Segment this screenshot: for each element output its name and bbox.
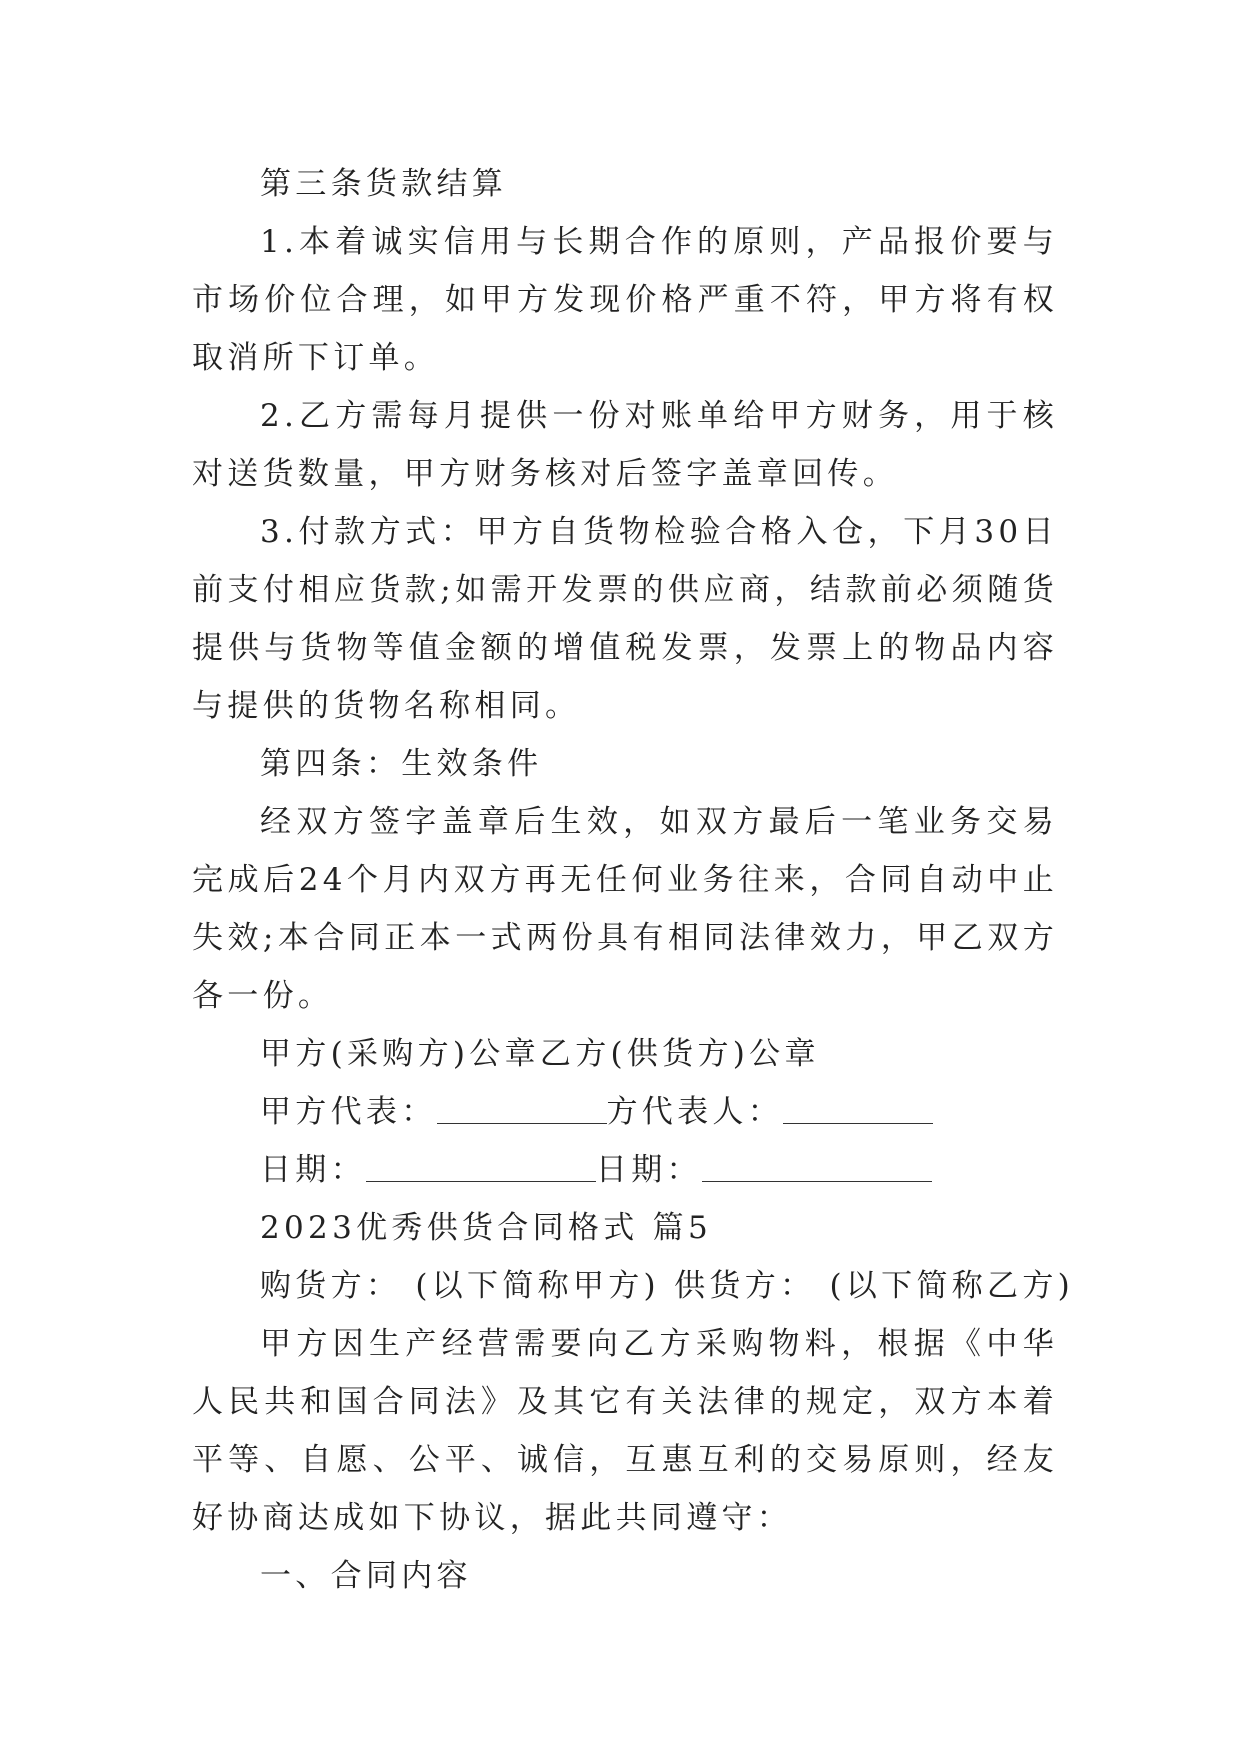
seal-line: 甲方(采购方)公章乙方(供货方)公章 bbox=[260, 1036, 820, 1072]
clause-4: 经双方签字盖章后生效，如双方最后一笔业务交易完成后24个月内双方再无任何业务往来，合同自动中止失效;本合同正本一式两份具有相同法律效力，甲乙双方各一份。 bbox=[192, 804, 1058, 1014]
article-3-heading: 第三条货款结算 bbox=[260, 166, 508, 202]
contents-heading: 一、合同内容 bbox=[260, 1558, 472, 1594]
date-b-blank bbox=[702, 1151, 932, 1182]
representative-b-blank bbox=[783, 1093, 933, 1124]
clause-3-3: 3.付款方式：甲方自货物检验合格入仓，下月30日前支付相应货款;如需开发票的供应商，结款前必须随货提供与货物等值金额的增值税发票，发票上的物品内容与提供的货物名称相同。 bbox=[192, 514, 1058, 724]
representative-a-blank bbox=[437, 1093, 607, 1124]
clause-3-1: 1.本着诚实信用与长期合作的原则，产品报价要与市场价位合理，如甲方发现价格严重不符，甲方将有权取消所下订单。 bbox=[192, 224, 1058, 376]
date-label-b: 日期： bbox=[595, 1152, 702, 1188]
article-4-heading: 第四条：生效条件 bbox=[260, 746, 543, 782]
representative-label-a: 甲方代表： bbox=[260, 1094, 437, 1130]
preamble: 甲方因生产经营需要向乙方采购物料，根据《中华人民共和国合同法》及其它有关法律的规定，双方本着平等、自愿、公平、诚信，互惠互利的交易原则，经友好协商达成如下协议，据此共同遵守： bbox=[192, 1326, 1058, 1536]
clause-3-2: 2.乙方需每月提供一份对账单给甲方财务，用于核对送货数量，甲方财务核对后签字盖章回传。 bbox=[192, 398, 1058, 492]
document-body bbox=[192, 155, 1075, 1605]
section-title: 2023优秀供货合同格式 篇5 bbox=[260, 1210, 712, 1246]
date-a-blank bbox=[366, 1151, 596, 1182]
date-line bbox=[192, 1141, 1058, 1199]
representative-label-b: 方代表人： bbox=[606, 1094, 783, 1130]
date-label-a: 日期： bbox=[260, 1152, 366, 1188]
representative-line bbox=[192, 1083, 1058, 1141]
parties-line: 购货方： (以下简称甲方) 供货方： (以下简称乙方) bbox=[260, 1268, 1075, 1304]
